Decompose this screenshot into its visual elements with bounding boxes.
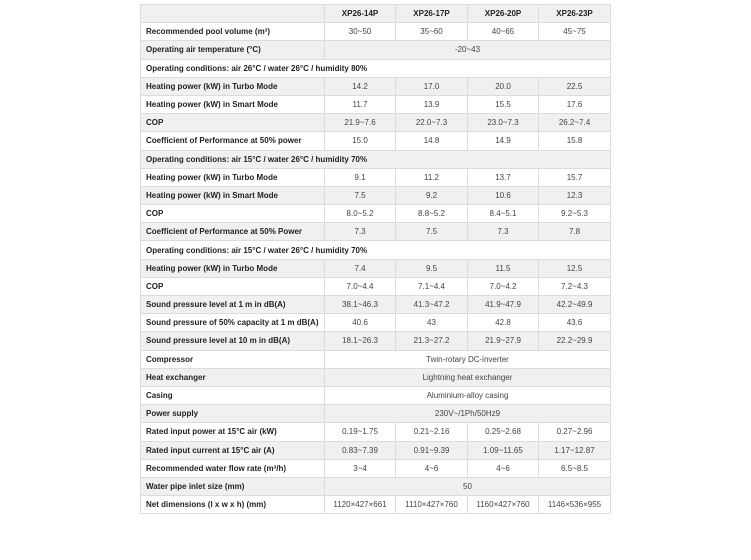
value-cell: 14.9 xyxy=(468,132,539,150)
value-cell: 3~4 xyxy=(325,459,396,477)
value-cell: 8.4~5.1 xyxy=(468,205,539,223)
table-row xyxy=(141,350,611,368)
value-cell: 13.7 xyxy=(468,168,539,186)
value-cell: 35~60 xyxy=(396,23,468,41)
row-label: Net dimensions (l x w x h) (mm) xyxy=(141,496,325,514)
table-row xyxy=(141,223,611,241)
value-cell: 7.5 xyxy=(396,223,468,241)
value-cell: 43.6 xyxy=(539,314,611,332)
value-cell: 15.0 xyxy=(325,132,396,150)
value-cell: 22.2~29.9 xyxy=(539,332,611,350)
value-cell: 8.0~5.2 xyxy=(325,205,396,223)
value-cell: 43 xyxy=(396,314,468,332)
value-cell: 41.3~47.2 xyxy=(396,296,468,314)
row-label: Heating power (kW) in Smart Mode xyxy=(141,95,325,113)
table-row xyxy=(141,114,611,132)
value-cell: 38.1~46.3 xyxy=(325,296,396,314)
value-cell: 12.3 xyxy=(539,186,611,204)
value-cell: 9.1 xyxy=(325,168,396,186)
section-row xyxy=(141,241,611,259)
table-row xyxy=(141,23,611,41)
spec-table-body xyxy=(141,5,611,514)
row-label: Coefficient of Performance at 50% power xyxy=(141,132,325,150)
merged-value-cell: Aluminium-alloy casing xyxy=(325,386,611,404)
value-cell: 7.5 xyxy=(325,186,396,204)
value-cell: 14.2 xyxy=(325,77,396,95)
row-label: COP xyxy=(141,205,325,223)
value-cell: 21.3~27.2 xyxy=(396,332,468,350)
merged-value-cell: Twin-rotary DC-inverter xyxy=(325,350,611,368)
merged-value-cell: 230V~/1Ph/50Hz9 xyxy=(325,405,611,423)
value-cell: 1120×427×661 xyxy=(325,496,396,514)
table-row xyxy=(141,496,611,514)
value-cell: 1.09~11.65 xyxy=(468,441,539,459)
merged-value-cell: 50 xyxy=(325,477,611,495)
value-cell: 41.9~47.9 xyxy=(468,296,539,314)
value-cell: 15.7 xyxy=(539,168,611,186)
value-cell: 20.0 xyxy=(468,77,539,95)
table-row xyxy=(141,477,611,495)
value-cell: 0.91~9.39 xyxy=(396,441,468,459)
header-empty-cell xyxy=(141,5,325,23)
value-cell: 7.0~4.4 xyxy=(325,277,396,295)
value-cell: 7.1~4.4 xyxy=(396,277,468,295)
value-cell: 1146×536×955 xyxy=(539,496,611,514)
row-label: COP xyxy=(141,114,325,132)
table-row xyxy=(141,423,611,441)
value-cell: 40~65 xyxy=(468,23,539,41)
value-cell: 7.3 xyxy=(468,223,539,241)
spec-table xyxy=(140,4,611,514)
value-cell: 45~75 xyxy=(539,23,611,41)
table-row xyxy=(141,332,611,350)
table-row xyxy=(141,441,611,459)
value-cell: 7.0~4.2 xyxy=(468,277,539,295)
merged-value-cell: Lightning heat exchanger xyxy=(325,368,611,386)
row-label: Heating power (kW) in Smart Mode xyxy=(141,186,325,204)
value-cell: 7.8 xyxy=(539,223,611,241)
value-cell: 15.8 xyxy=(539,132,611,150)
row-label: Heating power (kW) in Turbo Mode xyxy=(141,168,325,186)
table-row xyxy=(141,314,611,332)
row-label: Coefficient of Performance at 50% Power xyxy=(141,223,325,241)
model-header: XP26-23P xyxy=(539,5,611,23)
row-label: Operating air temperature (°C) xyxy=(141,41,325,59)
value-cell: 0.19~1.75 xyxy=(325,423,396,441)
value-cell: 7.4 xyxy=(325,259,396,277)
value-cell: 6.5~8.5 xyxy=(539,459,611,477)
value-cell: 42.8 xyxy=(468,314,539,332)
merged-value-cell: -20~43 xyxy=(325,41,611,59)
table-row xyxy=(141,296,611,314)
row-label: Heat exchanger xyxy=(141,368,325,386)
row-label: Recommended pool volume (m³) xyxy=(141,23,325,41)
row-label: Rated input current at 15°C air (A) xyxy=(141,441,325,459)
value-cell: 4~6 xyxy=(468,459,539,477)
value-cell: 14.8 xyxy=(396,132,468,150)
value-cell: 17.0 xyxy=(396,77,468,95)
value-cell: 21.9~7.6 xyxy=(325,114,396,132)
value-cell: 17.6 xyxy=(539,95,611,113)
row-label: Water pipe inlet size (mm) xyxy=(141,477,325,495)
value-cell: 21.9~27.9 xyxy=(468,332,539,350)
value-cell: 1.17~12.87 xyxy=(539,441,611,459)
model-header: XP26-20P xyxy=(468,5,539,23)
value-cell: 0.25~2.68 xyxy=(468,423,539,441)
value-cell: 9.2 xyxy=(396,186,468,204)
table-row xyxy=(141,168,611,186)
value-cell: 7.3 xyxy=(325,223,396,241)
value-cell: 10.6 xyxy=(468,186,539,204)
table-row xyxy=(141,459,611,477)
section-row xyxy=(141,59,611,77)
value-cell: 1160×427×760 xyxy=(468,496,539,514)
table-row xyxy=(141,205,611,223)
value-cell: 23.0~7.3 xyxy=(468,114,539,132)
row-label: Rated input power at 15°C air (kW) xyxy=(141,423,325,441)
section-heading: Operating conditions: air 15°C / water 26°C / humidity 70% xyxy=(141,241,611,259)
value-cell: 26.2~7.4 xyxy=(539,114,611,132)
value-cell: 0.21~2.16 xyxy=(396,423,468,441)
row-label: Sound pressure level at 10 m in dB(A) xyxy=(141,332,325,350)
value-cell: 22.0~7.3 xyxy=(396,114,468,132)
value-cell: 1110×427×760 xyxy=(396,496,468,514)
value-cell: 7.2~4.3 xyxy=(539,277,611,295)
value-cell: 42.2~49.9 xyxy=(539,296,611,314)
table-row xyxy=(141,41,611,59)
row-label: Compressor xyxy=(141,350,325,368)
value-cell: 4~6 xyxy=(396,459,468,477)
row-label: Heating power (kW) in Turbo Mode xyxy=(141,259,325,277)
table-row xyxy=(141,259,611,277)
value-cell: 9.2~5.3 xyxy=(539,205,611,223)
model-header: XP26-14P xyxy=(325,5,396,23)
model-header: XP26-17P xyxy=(396,5,468,23)
value-cell: 15.5 xyxy=(468,95,539,113)
row-label: Casing xyxy=(141,386,325,404)
row-label: Sound pressure of 50% capacity at 1 m dB(A) xyxy=(141,314,325,332)
table-row xyxy=(141,132,611,150)
section-heading: Operating conditions: air 26°C / water 26°C / humidity 80% xyxy=(141,59,611,77)
value-cell: 8.8~5.2 xyxy=(396,205,468,223)
value-cell: 11.5 xyxy=(468,259,539,277)
value-cell: 12.5 xyxy=(539,259,611,277)
header-row xyxy=(141,5,611,23)
row-label: Sound pressure level at 1 m in dB(A) xyxy=(141,296,325,314)
value-cell: 9.5 xyxy=(396,259,468,277)
value-cell: 18.1~26.3 xyxy=(325,332,396,350)
table-row xyxy=(141,277,611,295)
row-label: COP xyxy=(141,277,325,295)
value-cell: 0.83~7.39 xyxy=(325,441,396,459)
value-cell: 40.6 xyxy=(325,314,396,332)
section-heading: Operating conditions: air 15°C / water 26°C / humidity 70% xyxy=(141,150,611,168)
value-cell: 13.9 xyxy=(396,95,468,113)
value-cell: 30~50 xyxy=(325,23,396,41)
table-row xyxy=(141,77,611,95)
table-row xyxy=(141,186,611,204)
value-cell: 22.5 xyxy=(539,77,611,95)
section-row xyxy=(141,150,611,168)
value-cell: 11.2 xyxy=(396,168,468,186)
table-row xyxy=(141,386,611,404)
table-row xyxy=(141,405,611,423)
table-row xyxy=(141,368,611,386)
value-cell: 11.7 xyxy=(325,95,396,113)
row-label: Heating power (kW) in Turbo Mode xyxy=(141,77,325,95)
row-label: Recommended water flow rate (m³/h) xyxy=(141,459,325,477)
row-label: Power supply xyxy=(141,405,325,423)
value-cell: 0.27~2.96 xyxy=(539,423,611,441)
table-row xyxy=(141,95,611,113)
